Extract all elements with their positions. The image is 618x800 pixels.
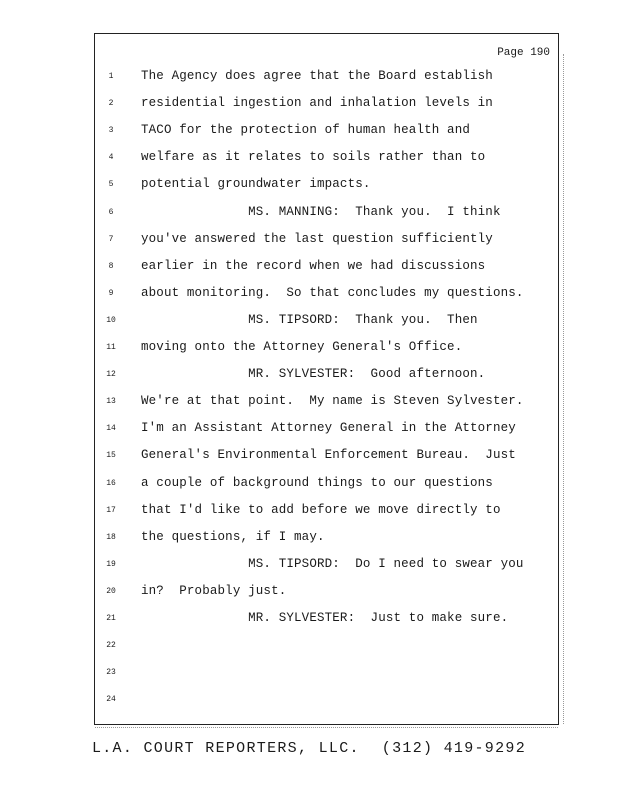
line-number: 24 — [106, 695, 116, 705]
transcript-line — [95, 394, 555, 414]
line-number: 19 — [106, 559, 116, 569]
line-text: MR. SYLVESTER: Just to make sure. — [141, 611, 509, 625]
transcript-line — [95, 557, 555, 577]
page-number: Page 190 — [497, 47, 550, 59]
line-number: 5 — [108, 180, 114, 190]
transcript-line — [95, 259, 555, 279]
transcript-line — [95, 123, 555, 143]
line-number: 1 — [108, 72, 114, 81]
reporter-company: L.A. COURT REPORTERS, LLC. — [91, 740, 360, 757]
transcript-line — [95, 421, 555, 441]
line-number: 13 — [106, 397, 116, 407]
transcript-line — [95, 476, 555, 496]
line-text: welfare as it relates to soils rather than to — [141, 150, 486, 165]
line-text: TACO for the protection of human health and — [141, 123, 471, 138]
line-text: MS. MANNING: Thank you. I think — [141, 204, 501, 219]
line-number: 23 — [106, 668, 116, 678]
line-text: that I'd like to add before we move directly to — [141, 502, 501, 517]
line-text: moving onto the Attorney General's Office. — [141, 340, 463, 354]
line-number: 8 — [108, 261, 114, 271]
transcript-line — [95, 692, 555, 712]
transcript-line — [95, 69, 555, 89]
transcript-line — [95, 177, 555, 197]
line-number: 3 — [108, 126, 114, 136]
line-number: 4 — [108, 153, 114, 163]
line-text: you've answered the last question sufficiently — [141, 231, 493, 246]
transcript-line — [95, 340, 555, 360]
transcript-line — [95, 503, 555, 523]
footer — [0, 740, 618, 757]
line-text: the questions, if I may. — [141, 529, 325, 544]
transcript-line — [95, 150, 555, 170]
transcript-line — [95, 313, 555, 333]
line-number: 15 — [106, 451, 116, 461]
transcript-line — [95, 448, 555, 468]
line-number: 7 — [108, 234, 114, 244]
line-text: earlier in the record when we had discussions — [141, 258, 486, 273]
transcript-line — [95, 232, 555, 252]
transcript-line — [95, 205, 555, 225]
line-number: 17 — [106, 505, 116, 515]
line-number: 11 — [106, 343, 116, 352]
transcript-line — [95, 530, 555, 550]
line-text: MR. SYLVESTER: Good afternoon. — [141, 367, 486, 382]
right-margin-rule — [562, 54, 564, 724]
transcript-line — [95, 367, 555, 387]
line-number: 21 — [106, 614, 116, 623]
transcript-line — [95, 665, 555, 685]
line-text: MS. TIPSORD: Do I need to swear you — [141, 556, 524, 571]
line-text: about monitoring. So that concludes my questions. — [141, 285, 524, 300]
reporter-phone: (312) 419-9292 — [381, 740, 527, 757]
line-number: 20 — [106, 586, 116, 596]
transcript-line — [95, 638, 555, 658]
bottom-margin-rule — [95, 727, 558, 728]
line-number: 18 — [106, 532, 116, 542]
line-number: 10 — [106, 315, 116, 325]
line-number: 14 — [106, 424, 116, 434]
line-number: 2 — [108, 99, 114, 109]
line-number: 9 — [108, 288, 114, 298]
transcript-line — [95, 96, 555, 116]
line-number: 6 — [108, 207, 114, 217]
transcript-page — [94, 33, 559, 725]
line-text: potential groundwater impacts. — [141, 177, 371, 192]
line-text: We're at that point. My name is Steven Sylvester. — [141, 394, 524, 409]
line-text: General's Environmental Enforcement Bureau. Just — [141, 448, 516, 463]
transcript-line — [95, 584, 555, 604]
line-text: in? Probably just. — [141, 583, 287, 598]
line-text: residential ingestion and inhalation levels in — [141, 96, 493, 111]
transcript-line — [95, 286, 555, 306]
transcript-line — [95, 611, 555, 631]
line-number: 16 — [106, 478, 116, 488]
line-text: The Agency does agree that the Board establish — [141, 69, 493, 83]
line-text: I'm an Assistant Attorney General in the Attorney — [141, 421, 516, 436]
line-text: MS. TIPSORD: Thank you. Then — [141, 312, 478, 327]
line-number: 12 — [106, 370, 116, 380]
line-number: 22 — [106, 641, 116, 651]
line-text: a couple of background things to our questions — [141, 475, 493, 490]
